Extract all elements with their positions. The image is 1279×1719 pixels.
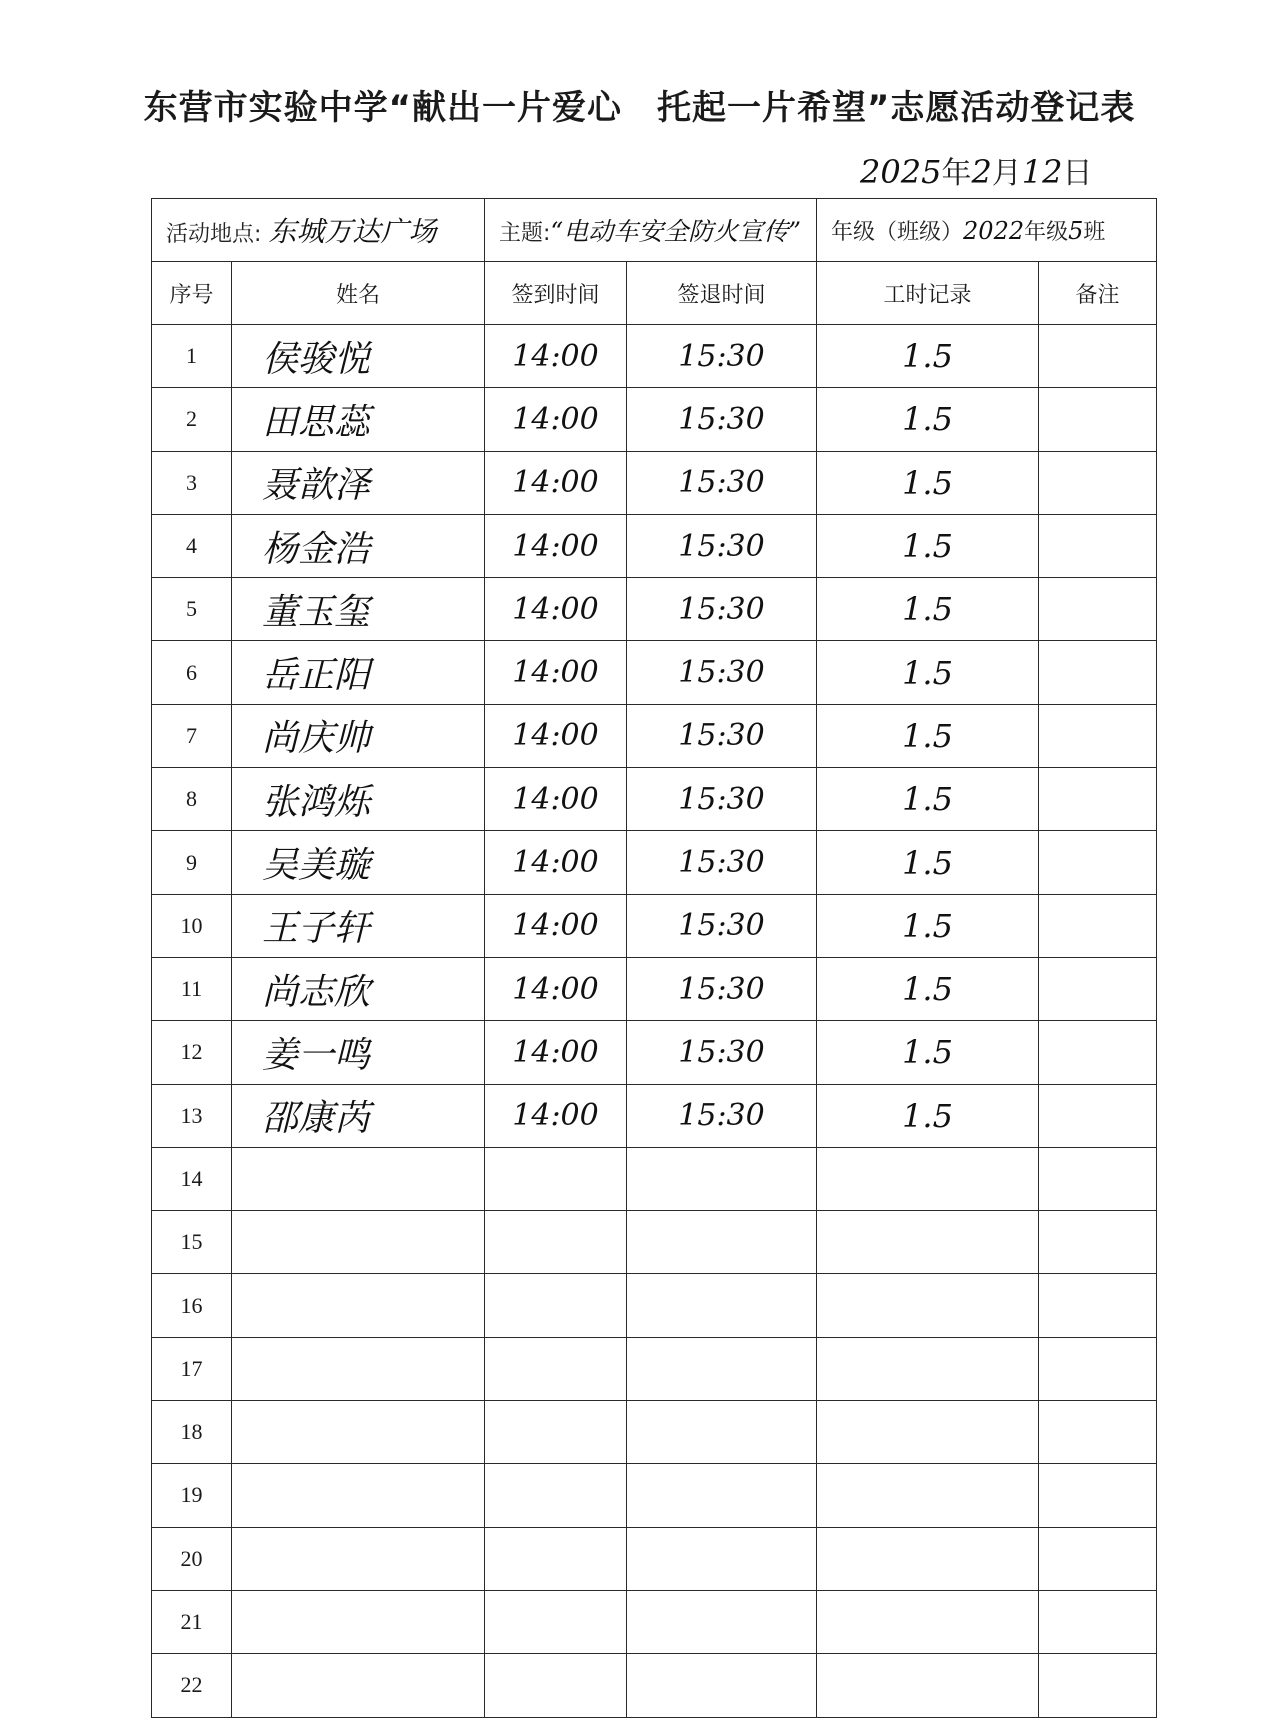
seq-cell: 22 [152, 1654, 232, 1717]
checkin-cell [485, 1590, 627, 1653]
checkout-cell: 15:30 [627, 831, 817, 894]
note-cell [1039, 1274, 1157, 1337]
checkin-cell: 14:00 [485, 578, 627, 641]
checkin-cell: 14:00 [485, 831, 627, 894]
grade-value: 2022 [963, 216, 1025, 245]
grade-mid: 年级 [1024, 219, 1069, 245]
checkin-cell: 14:00 [485, 1021, 627, 1084]
checkin-cell [485, 1211, 627, 1274]
meta-row [152, 199, 1157, 262]
name-cell: 聂歆泽 [232, 451, 485, 514]
checkin-cell: 14:00 [485, 325, 627, 388]
checkin-cell [485, 1147, 627, 1210]
note-cell [1039, 957, 1157, 1020]
seq-cell: 2 [152, 388, 232, 451]
date-month: 2 [971, 153, 992, 191]
name-cell [232, 1527, 485, 1590]
seq-cell: 18 [152, 1401, 232, 1464]
note-cell [1039, 1464, 1157, 1527]
checkout-cell: 15:30 [627, 388, 817, 451]
theme-cell [485, 199, 817, 262]
note-cell [1039, 641, 1157, 704]
hours-cell: 1.5 [817, 641, 1039, 704]
hours-cell [817, 1274, 1039, 1337]
name-cell: 田思蕊 [232, 388, 485, 451]
name-cell [232, 1337, 485, 1400]
name-cell: 张鸿烁 [232, 768, 485, 831]
table-row [152, 1147, 1157, 1210]
seq-cell: 11 [152, 957, 232, 1020]
checkin-cell [485, 1274, 627, 1337]
name-cell: 董玉玺 [232, 578, 485, 641]
date-day-label: 日 [1062, 156, 1093, 191]
location-value: 东城万达广场 [268, 215, 437, 248]
grade-label: 年级（班级） [831, 219, 964, 245]
hours-cell: 1.5 [817, 704, 1039, 767]
name-cell: 侯骏悦 [232, 325, 485, 388]
name-cell: 尚志欣 [232, 957, 485, 1020]
table-row [152, 1337, 1157, 1400]
seq-cell: 6 [152, 641, 232, 704]
hours-cell [817, 1401, 1039, 1464]
checkout-cell: 15:30 [627, 451, 817, 514]
hours-cell [817, 1527, 1039, 1590]
note-cell [1039, 1654, 1157, 1717]
name-cell: 王子轩 [232, 894, 485, 957]
checkin-cell: 14:00 [485, 768, 627, 831]
form-date [860, 148, 1093, 192]
note-cell [1039, 1211, 1157, 1274]
checkout-cell: 15:30 [627, 957, 817, 1020]
hours-cell: 1.5 [817, 957, 1039, 1020]
registration-table [151, 198, 1157, 1718]
grade-cell [817, 199, 1157, 262]
seq-cell: 7 [152, 704, 232, 767]
seq-cell: 19 [152, 1464, 232, 1527]
col-header-seq: 序号 [152, 262, 232, 325]
note-cell [1039, 768, 1157, 831]
col-header-checkout: 签退时间 [627, 262, 817, 325]
hours-cell: 1.5 [817, 514, 1039, 577]
table-row [152, 768, 1157, 831]
checkin-cell: 14:00 [485, 451, 627, 514]
hours-cell [817, 1464, 1039, 1527]
date-year-label: 年 [941, 156, 972, 191]
checkout-cell [627, 1147, 817, 1210]
table-row [152, 894, 1157, 957]
table-row [152, 388, 1157, 451]
name-cell [232, 1401, 485, 1464]
col-header-checkin: 签到时间 [485, 262, 627, 325]
seq-cell: 4 [152, 514, 232, 577]
location-label: 活动地点: [166, 222, 262, 247]
name-cell [232, 1654, 485, 1717]
header-row [152, 262, 1157, 325]
seq-cell: 15 [152, 1211, 232, 1274]
name-cell: 岳正阳 [232, 641, 485, 704]
checkout-cell [627, 1464, 817, 1527]
checkout-cell: 15:30 [627, 641, 817, 704]
checkout-cell: 15:30 [627, 768, 817, 831]
name-cell [232, 1211, 485, 1274]
checkout-cell [627, 1337, 817, 1400]
hours-cell: 1.5 [817, 578, 1039, 641]
checkout-cell: 15:30 [627, 1084, 817, 1147]
checkout-cell [627, 1590, 817, 1653]
col-header-hours: 工时记录 [817, 262, 1039, 325]
table-row [152, 451, 1157, 514]
checkout-cell [627, 1401, 817, 1464]
seq-cell: 1 [152, 325, 232, 388]
name-cell: 尚庆帅 [232, 704, 485, 767]
note-cell [1039, 325, 1157, 388]
table-row [152, 325, 1157, 388]
seq-cell: 21 [152, 1590, 232, 1653]
class-value: 5 [1068, 216, 1084, 245]
name-cell: 姜一鸣 [232, 1021, 485, 1084]
date-year: 2025 [860, 153, 942, 191]
checkout-cell: 15:30 [627, 1021, 817, 1084]
hours-cell: 1.5 [817, 1021, 1039, 1084]
name-cell: 邵康芮 [232, 1084, 485, 1147]
table-row [152, 1021, 1157, 1084]
checkin-cell: 14:00 [485, 894, 627, 957]
checkin-cell [485, 1464, 627, 1527]
name-cell [232, 1147, 485, 1210]
hours-cell: 1.5 [817, 894, 1039, 957]
checkout-cell: 15:30 [627, 704, 817, 767]
hours-cell [817, 1654, 1039, 1717]
note-cell [1039, 704, 1157, 767]
table-row [152, 1401, 1157, 1464]
checkout-cell: 15:30 [627, 894, 817, 957]
form-title: 东营市实验中学“献出一片爱心 托起一片希望”志愿活动登记表 [143, 88, 1136, 128]
note-cell [1039, 578, 1157, 641]
table-row [152, 704, 1157, 767]
seq-cell: 8 [152, 768, 232, 831]
location-cell [152, 199, 485, 262]
note-cell [1039, 894, 1157, 957]
note-cell [1039, 1590, 1157, 1653]
checkin-cell: 14:00 [485, 514, 627, 577]
table-row [152, 641, 1157, 704]
table-row [152, 831, 1157, 894]
checkin-cell: 14:00 [485, 388, 627, 451]
col-header-name: 姓名 [232, 262, 485, 325]
hours-cell [817, 1147, 1039, 1210]
hours-cell: 1.5 [817, 768, 1039, 831]
checkin-cell [485, 1654, 627, 1717]
name-cell [232, 1464, 485, 1527]
checkout-cell: 15:30 [627, 514, 817, 577]
table-row [152, 1274, 1157, 1337]
checkin-cell: 14:00 [485, 704, 627, 767]
hours-cell [817, 1211, 1039, 1274]
name-cell: 吴美璇 [232, 831, 485, 894]
table-row [152, 957, 1157, 1020]
note-cell [1039, 1084, 1157, 1147]
seq-cell: 20 [152, 1527, 232, 1590]
seq-cell: 3 [152, 451, 232, 514]
checkout-cell: 15:30 [627, 578, 817, 641]
seq-cell: 17 [152, 1337, 232, 1400]
seq-cell: 16 [152, 1274, 232, 1337]
checkout-cell [627, 1211, 817, 1274]
hours-cell: 1.5 [817, 831, 1039, 894]
note-cell [1039, 1147, 1157, 1210]
note-cell [1039, 1337, 1157, 1400]
table-row [152, 1084, 1157, 1147]
table-row [152, 1590, 1157, 1653]
table-row [152, 514, 1157, 577]
note-cell [1039, 1401, 1157, 1464]
note-cell [1039, 451, 1157, 514]
checkin-cell [485, 1337, 627, 1400]
checkout-cell [627, 1654, 817, 1717]
checkout-cell: 15:30 [627, 325, 817, 388]
note-cell [1039, 1527, 1157, 1590]
class-suffix: 班 [1083, 219, 1106, 245]
name-cell [232, 1274, 485, 1337]
checkin-cell: 14:00 [485, 641, 627, 704]
hours-cell: 1.5 [817, 1084, 1039, 1147]
table-row [152, 1527, 1157, 1590]
seq-cell: 5 [152, 578, 232, 641]
table-row [152, 578, 1157, 641]
seq-cell: 13 [152, 1084, 232, 1147]
seq-cell: 12 [152, 1021, 232, 1084]
theme-value: “电动车安全防火宣传” [550, 217, 801, 246]
theme-label: 主题: [499, 221, 551, 246]
table-row [152, 1654, 1157, 1717]
hours-cell [817, 1337, 1039, 1400]
seq-cell: 9 [152, 831, 232, 894]
note-cell [1039, 388, 1157, 451]
table-row [152, 1464, 1157, 1527]
name-cell: 杨金浩 [232, 514, 485, 577]
col-header-note: 备注 [1039, 262, 1157, 325]
checkin-cell: 14:00 [485, 1084, 627, 1147]
checkout-cell [627, 1274, 817, 1337]
date-day: 12 [1021, 153, 1063, 191]
table-row [152, 1211, 1157, 1274]
checkin-cell: 14:00 [485, 957, 627, 1020]
seq-cell: 10 [152, 894, 232, 957]
note-cell [1039, 514, 1157, 577]
hours-cell: 1.5 [817, 451, 1039, 514]
seq-cell: 14 [152, 1147, 232, 1210]
date-month-label: 月 [991, 156, 1022, 191]
name-cell [232, 1590, 485, 1653]
note-cell [1039, 1021, 1157, 1084]
hours-cell [817, 1590, 1039, 1653]
note-cell [1039, 831, 1157, 894]
checkout-cell [627, 1527, 817, 1590]
hours-cell: 1.5 [817, 325, 1039, 388]
checkin-cell [485, 1527, 627, 1590]
hours-cell: 1.5 [817, 388, 1039, 451]
checkin-cell [485, 1401, 627, 1464]
